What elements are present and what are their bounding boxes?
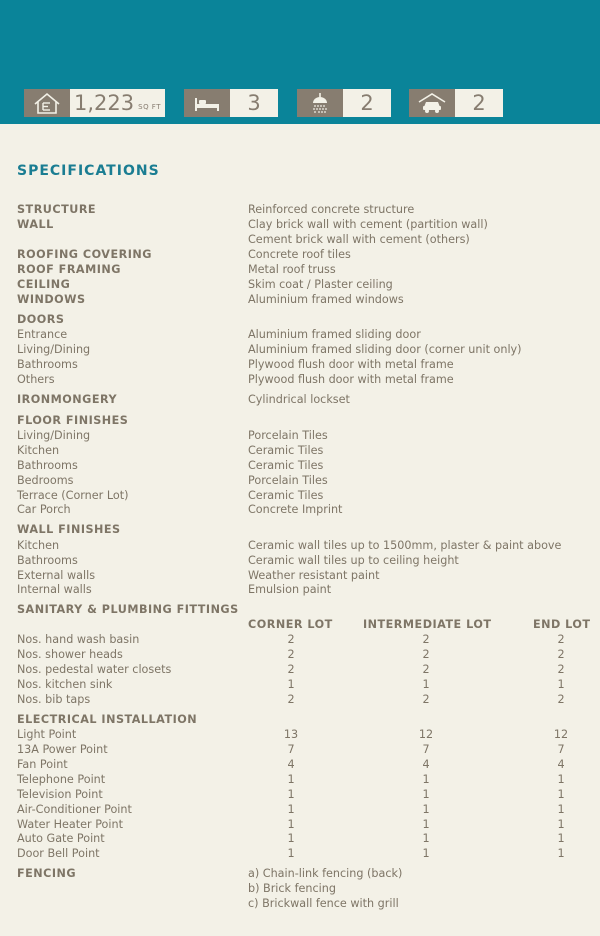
end-lot-value: 1	[557, 832, 565, 845]
bathrooms-stat	[297, 89, 391, 117]
column-header-intermediate-lot: INTERMEDIATE LOT	[363, 618, 492, 631]
electrical-row	[0, 742, 600, 757]
sanitary-column-headers	[0, 617, 600, 632]
floor-value: Ceramic Tiles	[248, 489, 324, 502]
floor-value: Porcelain Tiles	[248, 429, 328, 442]
electrical-row	[0, 772, 600, 787]
area-stat	[24, 89, 165, 117]
intermediate-lot-value: 4	[422, 758, 430, 771]
spec-value: Clay brick wall with cement (partition wall)	[248, 218, 488, 231]
floor-label: Living/Dining	[17, 429, 91, 442]
wall-finishes-row	[0, 568, 600, 583]
electrical-row	[0, 727, 600, 742]
intermediate-lot-value: 1	[422, 803, 430, 816]
floor-value: Ceramic Tiles	[248, 459, 324, 472]
wall-finishes-label: Bathrooms	[17, 554, 78, 567]
floor-row	[0, 473, 600, 488]
doors-row	[0, 327, 600, 342]
spec-value: Skim coat / Plaster ceiling	[248, 278, 393, 291]
spec-row	[0, 202, 600, 217]
section-heading-wall-finishes	[0, 522, 600, 537]
corner-lot-value: 1	[287, 773, 295, 786]
sanitary-row	[0, 662, 600, 677]
corner-lot-value: 1	[287, 818, 295, 831]
fencing-row	[0, 866, 600, 881]
end-lot-value: 1	[557, 847, 565, 860]
ironmongery-label: IRONMONGERY	[17, 393, 118, 406]
section-heading-electrical	[0, 712, 600, 727]
intermediate-lot-value: 1	[422, 847, 430, 860]
corner-lot-value: 1	[287, 803, 295, 816]
area-value: 1,223	[74, 91, 135, 115]
corner-lot-value: 13	[283, 728, 299, 741]
floor-row	[0, 488, 600, 503]
sanitary-label: Nos. shower heads	[17, 648, 123, 661]
spec-value: Concrete roof tiles	[248, 248, 351, 261]
intermediate-lot-value: 1	[422, 818, 430, 831]
doors-label: Others	[17, 373, 55, 386]
doors-row	[0, 357, 600, 372]
parking-stat	[409, 89, 503, 117]
spec-label: ROOF FRAMING	[17, 263, 121, 276]
doors-value: Aluminium framed sliding door (corner unit only)	[248, 343, 522, 356]
spec-value: Cement brick wall with cement (others)	[248, 233, 470, 246]
wall-finishes-heading: WALL FINISHES	[17, 523, 121, 536]
bathrooms-value-box	[343, 89, 391, 117]
wall-finishes-label: External walls	[17, 569, 96, 582]
corner-lot-value: 7	[287, 743, 295, 756]
spec-row	[0, 277, 600, 292]
electrical-row	[0, 787, 600, 802]
sanitary-label: Nos. pedestal water closets	[17, 663, 172, 676]
end-lot-value: 1	[557, 678, 565, 691]
sanitary-row	[0, 647, 600, 662]
spec-label: STRUCTURE	[17, 203, 97, 216]
section-heading-sanitary	[0, 602, 600, 617]
doors-value: Plywood flush door with metal frame	[248, 373, 454, 386]
wall-finishes-row	[0, 538, 600, 553]
end-lot-value: 2	[557, 693, 565, 706]
corner-lot-value: 1	[287, 678, 295, 691]
floor-row	[0, 428, 600, 443]
sanitary-row	[0, 692, 600, 707]
sanitary-heading: SANITARY & PLUMBING FITTINGS	[17, 603, 239, 616]
column-header-corner-lot: CORNER LOT	[248, 618, 333, 631]
floor-label: Bedrooms	[17, 474, 74, 487]
floor-value: Porcelain Tiles	[248, 474, 328, 487]
electrical-label: Fan Point	[17, 758, 68, 771]
floor-label: Car Porch	[17, 503, 71, 516]
spec-row	[0, 232, 600, 247]
page-title: SPECIFICATIONS	[17, 163, 160, 179]
spec-value: Metal roof truss	[248, 263, 336, 276]
wall-finishes-value: Ceramic wall tiles up to 1500mm, plaster & paint above	[248, 539, 562, 552]
intermediate-lot-value: 12	[418, 728, 434, 741]
intermediate-lot-value: 2	[422, 648, 430, 661]
electrical-label: Auto Gate Point	[17, 832, 105, 845]
sanitary-row	[0, 677, 600, 692]
electrical-label: Air-Conditioner Point	[17, 803, 132, 816]
spec-value: Reinforced concrete structure	[248, 203, 415, 216]
electrical-row	[0, 846, 600, 861]
floor-row	[0, 502, 600, 517]
doors-value: Aluminium framed sliding door	[248, 328, 421, 341]
floor-row	[0, 458, 600, 473]
wall-finishes-value: Ceramic wall tiles up to ceiling height	[248, 554, 459, 567]
end-lot-value: 1	[557, 818, 565, 831]
electrical-row	[0, 817, 600, 832]
wall-finishes-label: Kitchen	[17, 539, 60, 552]
doors-label: Bathrooms	[17, 358, 78, 371]
parking-value-box	[455, 89, 503, 117]
floor-label: Kitchen	[17, 444, 60, 457]
fencing-item: b) Brick fencing	[248, 882, 336, 895]
spec-row	[0, 247, 600, 262]
bathrooms-value: 2	[360, 91, 374, 115]
section-heading-doors	[0, 312, 600, 327]
intermediate-lot-value: 1	[422, 788, 430, 801]
column-header-end-lot: END LOT	[533, 618, 591, 631]
end-lot-value: 2	[557, 648, 565, 661]
sanitary-label: Nos. bib taps	[17, 693, 91, 706]
fencing-row	[0, 881, 600, 896]
ironmongery-row	[0, 392, 600, 407]
corner-lot-value: 2	[287, 693, 295, 706]
corner-lot-value: 4	[287, 758, 295, 771]
section-heading-floor	[0, 413, 600, 428]
corner-lot-value: 1	[287, 788, 295, 801]
car-icon	[409, 89, 455, 117]
spec-row	[0, 292, 600, 307]
area-unit: SQ FT	[138, 102, 161, 111]
bedrooms-value: 3	[247, 91, 261, 115]
sanitary-row	[0, 632, 600, 647]
fencing-row	[0, 896, 600, 911]
corner-lot-value: 1	[287, 832, 295, 845]
electrical-label: Water Heater Point	[17, 818, 123, 831]
fencing-label: FENCING	[17, 867, 77, 880]
wall-finishes-row	[0, 553, 600, 568]
intermediate-lot-value: 2	[422, 633, 430, 646]
floor-heading: FLOOR FINISHES	[17, 414, 129, 427]
floor-label: Bathrooms	[17, 459, 78, 472]
intermediate-lot-value: 1	[422, 678, 430, 691]
doors-row	[0, 342, 600, 357]
wall-finishes-value: Weather resistant paint	[248, 569, 380, 582]
spec-label: WINDOWS	[17, 293, 86, 306]
electrical-label: Television Point	[17, 788, 103, 801]
electrical-row	[0, 802, 600, 817]
end-lot-value: 4	[557, 758, 565, 771]
intermediate-lot-value: 2	[422, 663, 430, 676]
electrical-heading: ELECTRICAL INSTALLATION	[17, 713, 198, 726]
bedrooms-value-box	[230, 89, 278, 117]
bedrooms-stat	[184, 89, 278, 117]
shower-icon	[297, 89, 343, 117]
bed-icon	[184, 89, 230, 117]
intermediate-lot-value: 1	[422, 832, 430, 845]
floor-label: Terrace (Corner Lot)	[17, 489, 129, 502]
spec-value: Aluminium framed windows	[248, 293, 404, 306]
doors-label: Entrance	[17, 328, 68, 341]
corner-lot-value: 2	[287, 648, 295, 661]
doors-label: Living/Dining	[17, 343, 91, 356]
end-lot-value: 2	[557, 633, 565, 646]
electrical-label: 13A Power Point	[17, 743, 108, 756]
spec-label: WALL	[17, 218, 54, 231]
floor-value: Concrete Imprint	[248, 503, 343, 516]
spec-row	[0, 217, 600, 232]
fencing-item: a) Chain-link fencing (back)	[248, 867, 403, 880]
fencing-item: c) Brickwall fence with grill	[248, 897, 399, 910]
end-lot-value: 12	[553, 728, 569, 741]
spec-label: ROOFING COVERING	[17, 248, 152, 261]
electrical-label: Telephone Point	[17, 773, 106, 786]
wall-finishes-label: Internal walls	[17, 583, 92, 596]
ironmongery-value: Cylindrical lockset	[248, 393, 350, 406]
electrical-label: Light Point	[17, 728, 77, 741]
intermediate-lot-value: 7	[422, 743, 430, 756]
end-lot-value: 7	[557, 743, 565, 756]
end-lot-value: 2	[557, 663, 565, 676]
electrical-label: Door Bell Point	[17, 847, 100, 860]
doors-heading: DOORS	[17, 313, 65, 326]
house-area-icon	[24, 89, 70, 117]
area-value-box	[70, 89, 165, 117]
corner-lot-value: 2	[287, 663, 295, 676]
sanitary-label: Nos. kitchen sink	[17, 678, 113, 691]
doors-row	[0, 372, 600, 387]
doors-value: Plywood flush door with metal frame	[248, 358, 454, 371]
sanitary-label: Nos. hand wash basin	[17, 633, 140, 646]
electrical-row	[0, 757, 600, 772]
electrical-row	[0, 831, 600, 846]
end-lot-value: 1	[557, 773, 565, 786]
end-lot-value: 1	[557, 803, 565, 816]
floor-value: Ceramic Tiles	[248, 444, 324, 457]
wall-finishes-value: Emulsion paint	[248, 583, 332, 596]
corner-lot-value: 1	[287, 847, 295, 860]
spec-label: CEILING	[17, 278, 71, 291]
spec-row	[0, 262, 600, 277]
intermediate-lot-value: 2	[422, 693, 430, 706]
floor-row	[0, 443, 600, 458]
end-lot-value: 1	[557, 788, 565, 801]
corner-lot-value: 2	[287, 633, 295, 646]
parking-value: 2	[472, 91, 486, 115]
wall-finishes-row	[0, 582, 600, 597]
intermediate-lot-value: 1	[422, 773, 430, 786]
